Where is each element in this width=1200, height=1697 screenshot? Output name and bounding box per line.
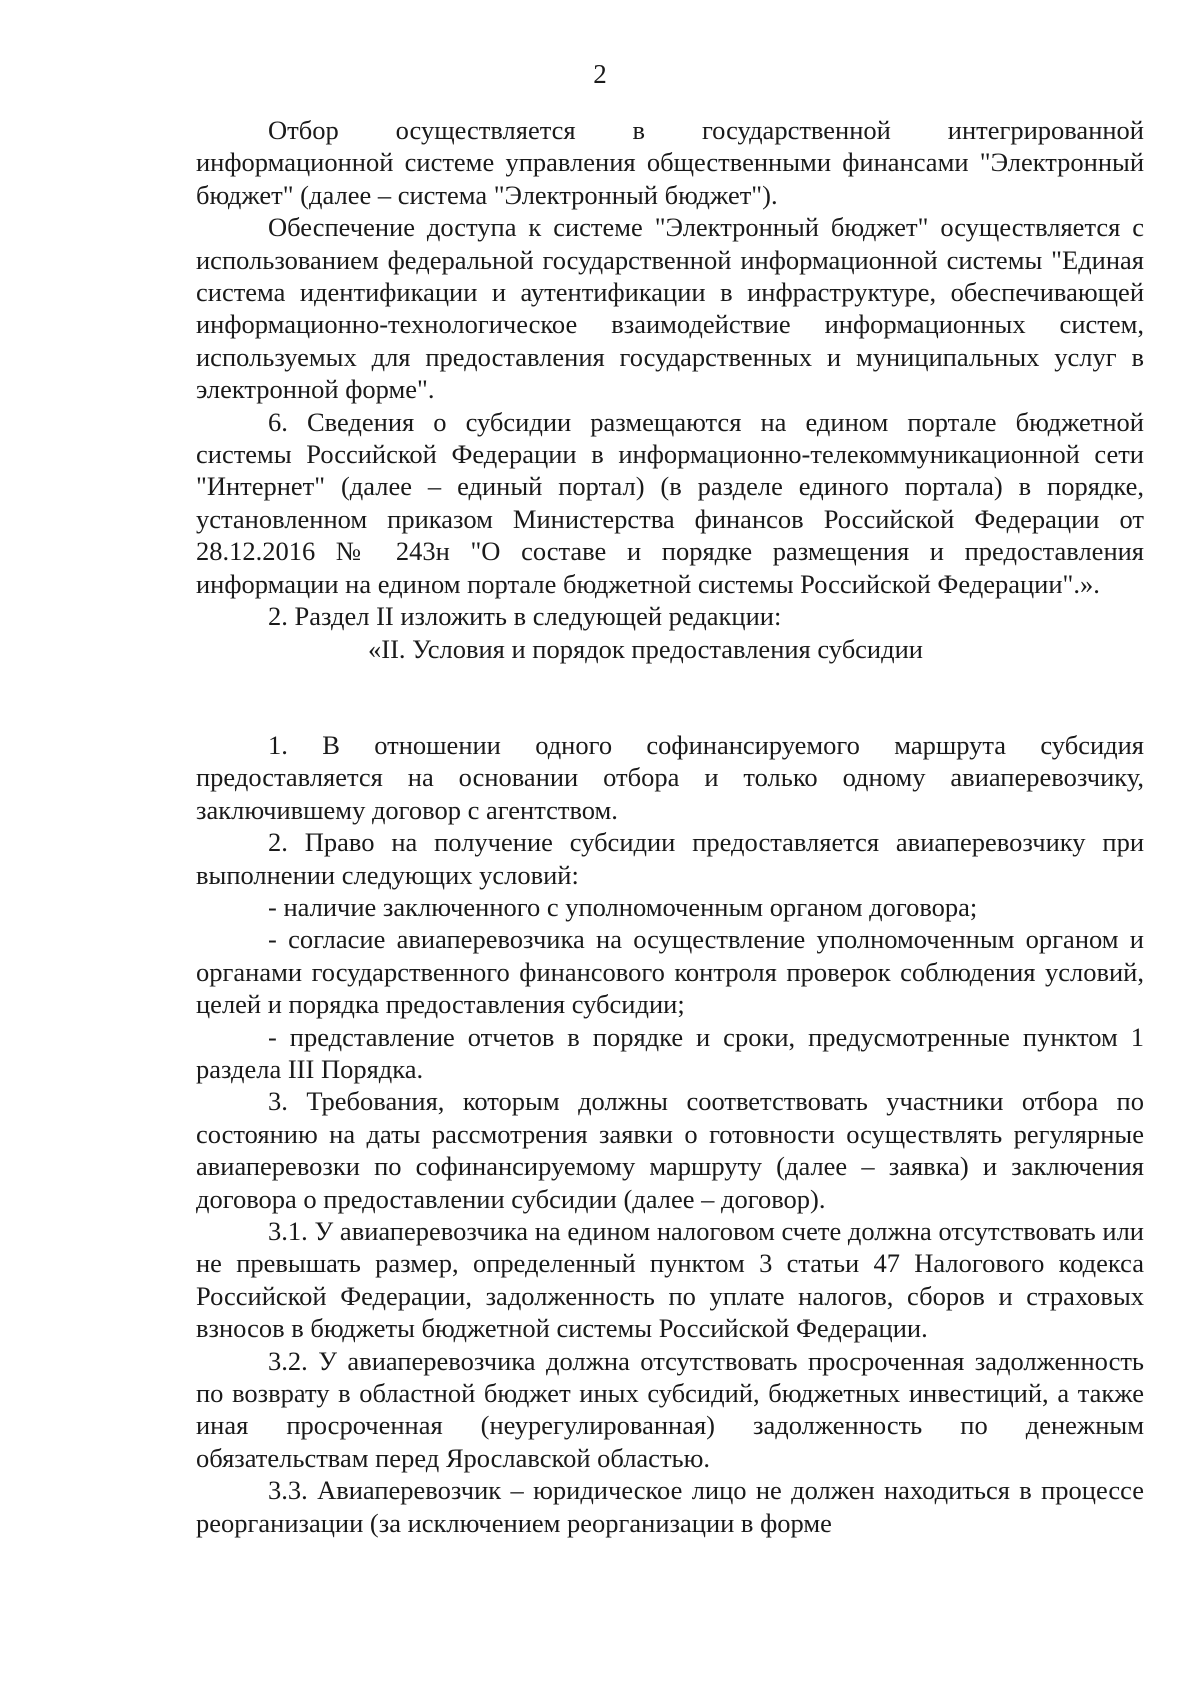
paragraph: 3.2. У авиаперевозчика должна отсутствовать просроченная задолженность по возврату в областной бюджет иных субсидий, бюджетных инвестиций, а также иная просроченная (неурегулированная) задолженность по денежным обязательствам перед Ярославской областью. <box>196 1345 1144 1473</box>
paragraph: 1. В отношении одного софинансируемого маршрута субсидия предоставляется на основании отбора и только одному авиаперевозчику, заключившему договор с агентством. <box>196 729 1144 825</box>
paragraph: 3.1. У авиаперевозчика на едином налоговом счете должна отсутствовать или не превышать размер, определенный пунктом 3 статьи 47 Налогового кодекса Российской Федерации, задолженность по уплате налогов, сборов и страховых взносов в бюджеты бюджетной системы Российской Федерации. <box>196 1216 1144 1344</box>
section-heading: «II. Условия и порядок предоставления субсидии <box>368 633 923 664</box>
list-item: - согласие авиаперевозчика на осуществление уполномоченным органом и органами государственного финансового контроля проверок соблюдения условий, целей и порядка предоставления субсидии; <box>196 924 1144 1020</box>
list-item: - наличие заключенного с уполномоченным органом договора; <box>268 891 978 922</box>
paragraph: 2. Право на получение субсидии предоставляется авиаперевозчику при выполнении следующих условий: <box>196 827 1144 890</box>
list-item: - представление отчетов в порядке и сроки, предусмотренные пунктом 1 раздела III Порядка. <box>196 1021 1144 1084</box>
paragraph: Обеспечение доступа к системе "Электронный бюджет" осуществляется с использованием федеральной государственной информационной системы "Единая система идентификации и аутентификации в инфраструктуре, обеспечивающей информационно-технологическое взаимодействие информационных систем, используемых для предоставления государственных и муниципальных услуг в электронной форме". <box>196 212 1144 405</box>
paragraph: 2. Раздел II изложить в следующей редакции: <box>268 601 782 632</box>
document-body <box>196 114 1144 1539</box>
paragraph: Отбор осуществляется в государственной интегрированной информационной системе управления общественными финансами "Электронный бюджет" (далее – система "Электронный бюджет"). <box>196 115 1144 210</box>
paragraph: 3.3. Авиаперевозчик – юридическое лицо не должен находиться в процессе реорганизации (за исключением реорганизации в форме <box>196 1475 1144 1538</box>
paragraph: 3. Требования, которым должны соответствовать участники отбора по состоянию на даты рассмотрения заявки о готовности осуществлять регулярные авиаперевозки по софинансируемому маршруту (далее – заявка) и заключения договора о предоставлении субсидии (далее – договор). <box>196 1086 1144 1214</box>
paragraph: 6. Сведения о субсидии размещаются на едином портале бюджетной системы Российской Федерации в информационно-телекоммуникационной сети "Интернет" (далее – единый портал) (в разделе единого портала) в порядке, установленном приказом Министерства финансов Российской Федерации от 28.12.2016 № 243н "О составе и порядке размещения и предоставления информации на едином портале бюджетной системы Российской Федерации".». <box>196 406 1144 599</box>
page-number: 2 <box>593 59 607 89</box>
